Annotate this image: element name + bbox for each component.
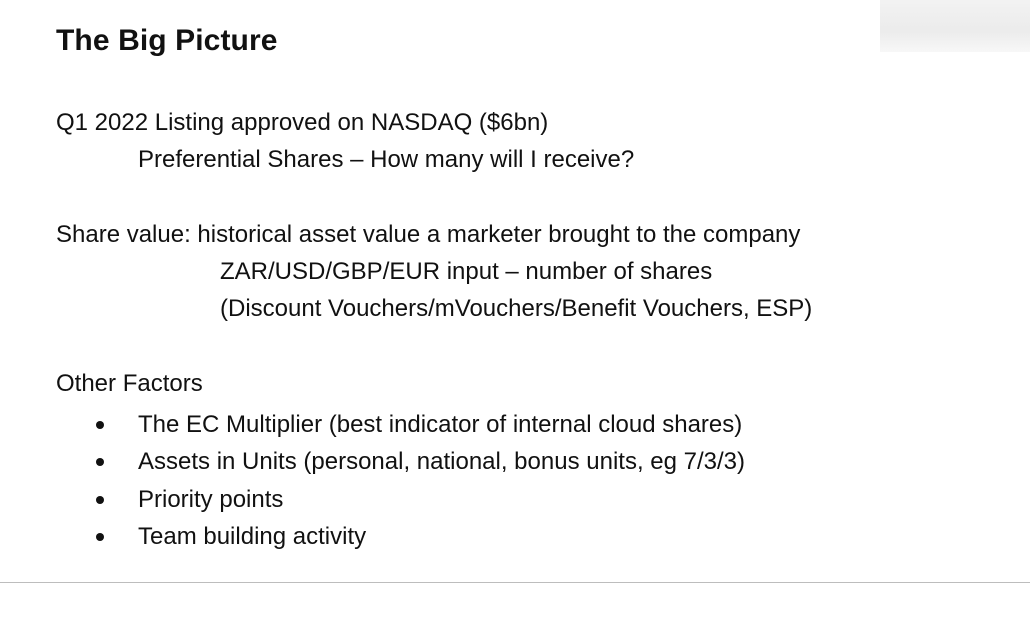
list-item bbox=[96, 481, 745, 519]
vouchers-line: (Discount Vouchers/mVouchers/Benefit Vouchers, ESP) bbox=[220, 295, 813, 322]
preferential-shares-line: Preferential Shares – How many will I receive? bbox=[138, 146, 635, 173]
listing-line: Q1 2022 Listing approved on NASDAQ ($6bn) bbox=[56, 109, 549, 136]
bullet-icon bbox=[96, 458, 104, 466]
share-value-line: Share value: historical asset value a marketer brought to the company bbox=[56, 221, 801, 248]
list-item-text: Priority points bbox=[138, 485, 284, 513]
list-item-text: Assets in Units (personal, national, bonus units, eg 7/3/3) bbox=[138, 448, 746, 476]
bullet-icon bbox=[96, 533, 104, 541]
corner-smudge bbox=[880, 0, 1030, 52]
list-item-text: The EC Multiplier (best indicator of internal cloud shares) bbox=[138, 410, 743, 438]
slide-bottom-divider bbox=[0, 582, 1030, 583]
bullet-icon bbox=[96, 421, 104, 429]
other-factors-heading: Other Factors bbox=[56, 370, 203, 397]
list-item bbox=[96, 519, 745, 557]
list-item-text: Team building activity bbox=[138, 523, 367, 551]
other-factors-list bbox=[96, 406, 745, 556]
list-item bbox=[96, 444, 745, 482]
currency-input-line: ZAR/USD/GBP/EUR input – number of shares bbox=[220, 258, 713, 285]
slide-title: The Big Picture bbox=[56, 24, 278, 57]
bullet-icon bbox=[96, 496, 104, 504]
list-item bbox=[96, 406, 745, 444]
